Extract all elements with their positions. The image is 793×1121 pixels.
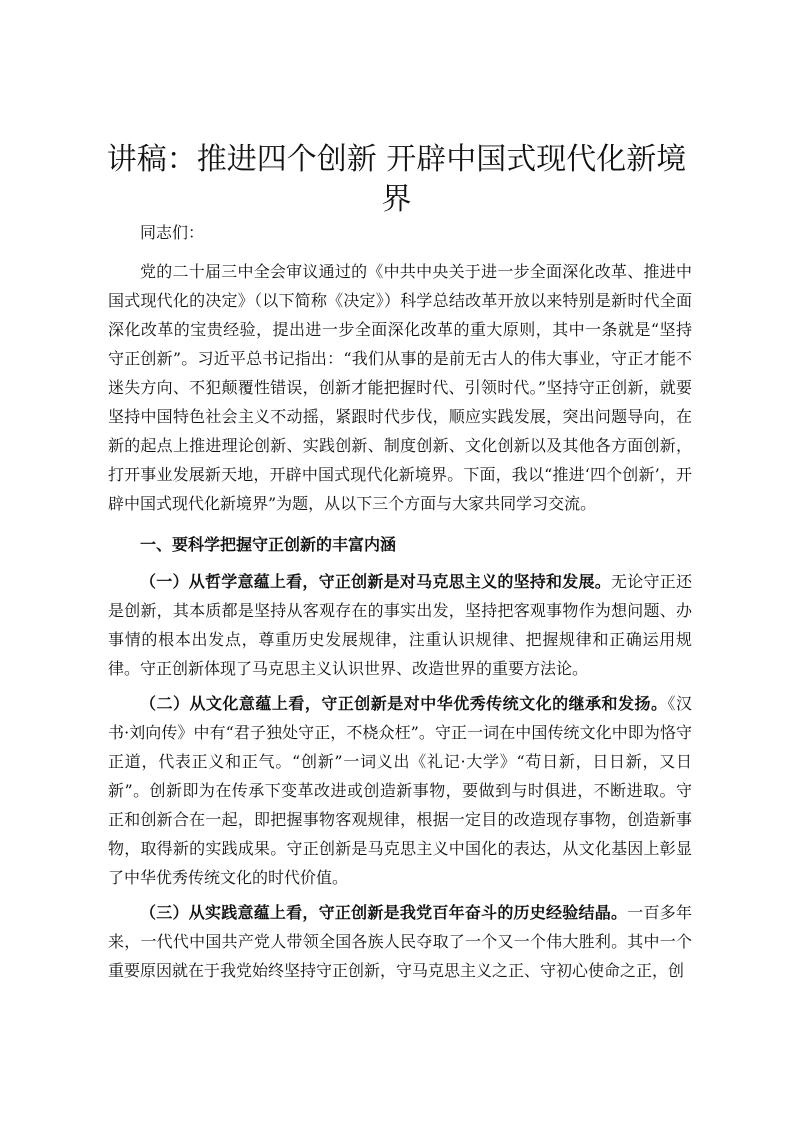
document-title: 讲稿：推进四个创新 开辟中国式现代化新境界 [106,142,687,217]
paragraph-1-lead: （一）从哲学意蕴上看，守正创新是对马克思主义的坚持和发展。 [140,572,612,591]
paragraph-1-text: 无论守正还是创新，其本质都是坚持从客观存在的事实出发，坚持把客观事物作为想问题、办事情的根本出发点，尊重历史发展规律，注重认识规律、把握规律和正确运用规律。守正创新体现了马克思主义认识世界、改造世界的重要方法论。 [108,572,692,678]
paragraph-3-lead: （三）从实践意蕴上看，守正创新是我党百年奋斗的历史经验结晶。 [140,903,628,922]
paragraph-2-lead: （二）从文化意蕴上看，守正创新是对中华优秀传统文化的继承和发扬。 [140,694,668,713]
paragraph-1 [108,567,692,683]
paragraph-2 [108,689,692,892]
greeting: 同志们： [140,223,205,242]
intro-paragraph: 党的二十届三中全会审议通过的《中共中央关于进一步全面深化改革、推进中国式现代化的决定》（以下简称《决定》）科学总结改革开放以来特别是新时代全面深化改革的宝贵经验，提出进一步全面深化改革的重大原则，其中一条就是“坚持守正创新”。习近平总书记指出：“我们从事的是前无古人的伟大事业，守正才能不迷失方向、不犯颠覆性错误，创新才能把握时代、引领时代。”坚持守正创新，就要坚持中国特色社会主义不动摇，紧跟时代步伐，顺应实践发展，突出问题导向，在新的起点上推进理论创新、实践创新、制度创新、文化创新以及其他各方面创新，打开事业发展新天地，开辟中国式现代化新境界。下面，我以“推进‘四个创新’，开辟中国式现代化新境界”为题，从以下三个方面与大家共同学习交流。 [108,262,692,513]
section-heading-1: 一、要科学把握守正创新的丰富内涵 [140,535,397,554]
document-body [108,218,692,991]
paragraph-3 [108,898,692,985]
paragraph-3-text: 一百多年来，一代代中国共产党人带领全国各族人民夺取了一个又一个伟大胜利。其中一个重要原因就在于我党始终坚持守正创新，守马克思主义之正、守初心使命之正，创 [108,903,692,980]
paragraph-2-text: 《汉书·刘向传》中有“君子独处守正，不桡众枉”。守正一词在中国传统文化中即为恪守正道，代表正义和正气。“创新”一词义出《礼记·大学》“苟日新，日日新，又日新”。创新即为在传承下变革改进或创造新事物，要做到与时俱进，不断进取。守正和创新合在一起，即把握事物客观规律，根据一定目的改造现存事物，创造新事物，取得新的实践成果。守正创新是马克思主义中国化的表达，从文化基因上彰显了中华优秀传统文化的时代价值。 [108,694,692,887]
